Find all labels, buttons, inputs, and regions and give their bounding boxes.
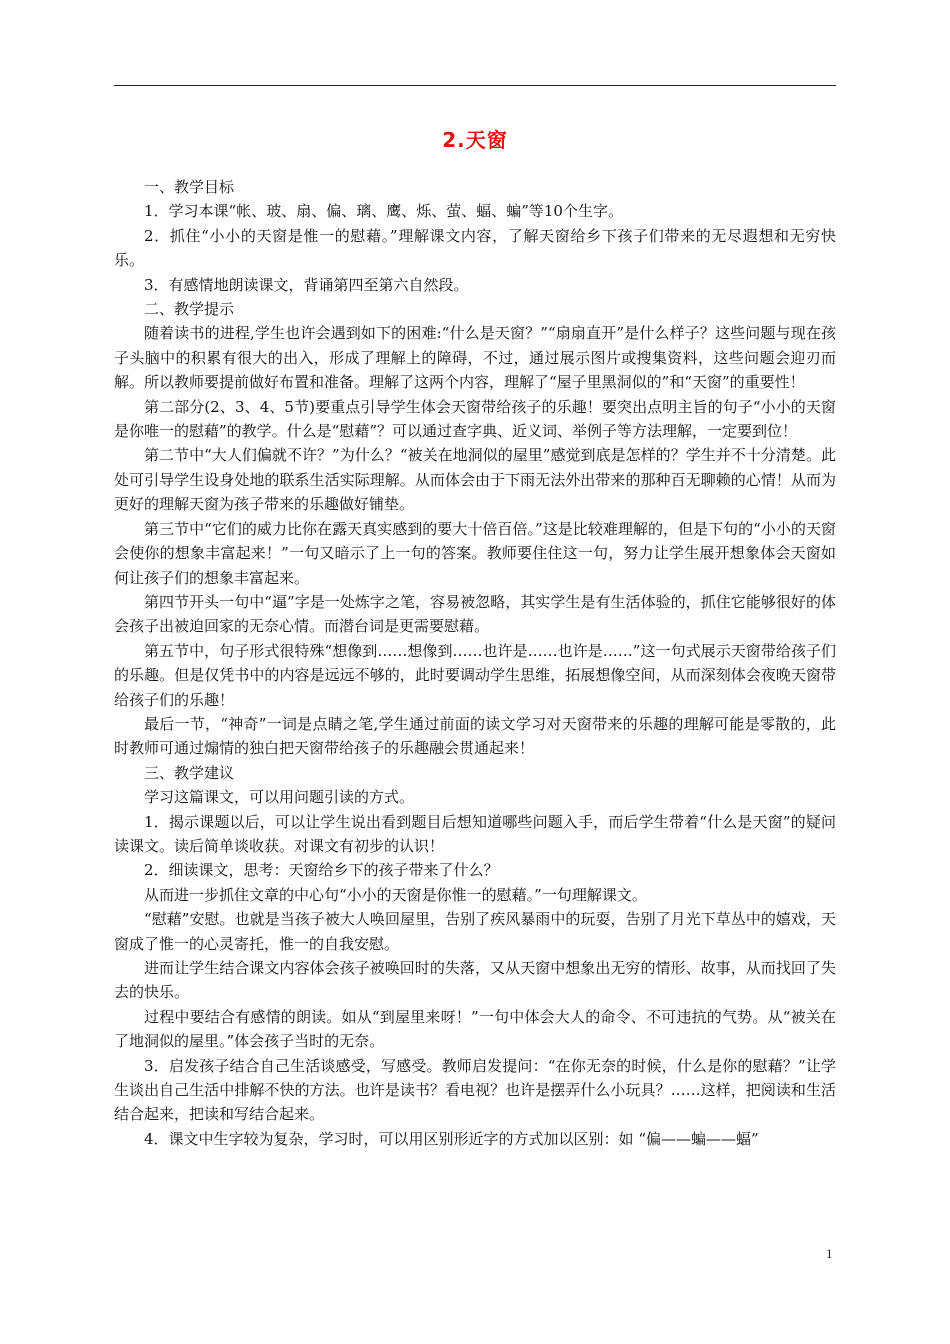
paragraph: 1．学习本课“帐、玻、扇、偏、璃、鹰、烁、萤、蝠、蝙”等10个生字。 bbox=[144, 202, 623, 221]
section-heading: 三、教学建议 bbox=[144, 763, 235, 782]
paragraph: “慰藉”安慰。也就是当孩子被大人唤回屋里，告别了疾风暴雨中的玩耍，告别了月光下草丛中的嬉戏，天窗成了惟一的心灵寄托，惟一的自我安慰。 bbox=[114, 910, 836, 953]
paragraph: 第二部分(2、3、4、5节)要重点引导学生体会天窗带给孩子的乐趣！要突出点明主旨的句子“小小的天窗是你唯一的慰藉”的教学。什么是“慰藉”？可以通过查字典、近义词、举例子等方法理解，一定要到位！ bbox=[114, 397, 836, 441]
page-number: 1 bbox=[826, 1246, 833, 1261]
section-heading: 一、教学目标 bbox=[144, 178, 235, 196]
paragraph: 2．抓住“小小的天窗是惟一的慰藉。”理解课文内容，了解天窗给乡下孩子们带来的无尽遐想和无穷快乐。 bbox=[114, 226, 836, 270]
paragraph: 3．有感情地朗读课文，背诵第四至第六自然段。 bbox=[144, 275, 469, 294]
paragraph: 1．揭示课题以后，可以让学生说出看到题目后想知道哪些问题入手，而后学生带着“什么是天窗”的疑问读课文。读后简单谈收获。对课文有初步的认识！ bbox=[114, 812, 836, 855]
body-text bbox=[114, 175, 836, 1151]
paragraph: 第二节中“大人们偏就不许？”为什么？“被关在地洞似的屋里”感觉到底是怎样的？学生并不十分清楚。此处可引导学生设身处地的联系生活实际理解。从而体会由于下雨无法外出带来的那种百无聊赖的心情！从而为更好的理解天窗为孩子带来的乐趣做好铺垫。 bbox=[114, 446, 836, 514]
section-heading: 二、教学提示 bbox=[144, 300, 235, 319]
paragraph: 最后一节，“神奇”一词是点睛之笔,学生通过前面的读文学习对天窗带来的乐趣的理解可能是零散的，此时教师可通过煽情的独白把天窗带给孩子的乐趣融会贯通起来！ bbox=[114, 714, 836, 758]
paragraph: 3．启发孩子结合自己生活谈感受，写感受。教师启发提问：“在你无奈的时候，什么是你的慰藉？”让学生谈出自己生活中排解不快的方法。也许是读书？看电视？也许是摆弄什么小玩具？……这样，把阅读和生活结合起来，把读和写结合起来。 bbox=[114, 1056, 836, 1124]
header-rule bbox=[114, 85, 836, 86]
page-title: 2.天窗 bbox=[442, 128, 508, 152]
paragraph: 进而让学生结合课文内容体会孩子被唤回时的失落，又从天窗中想象出无穷的情形、故事，从而找回了失去的快乐。 bbox=[114, 959, 836, 1002]
paragraph: 第五节中，句子形式很特殊“想像到……想像到……也许是……也许是……”这一句式展示天窗带给孩子们的乐趣。但是仅凭书中的内容是远远不够的，此时要调动学生思维，拓展想像空间，从而深刻体会夜晚天窗带给孩子们的乐趣！ bbox=[114, 641, 836, 709]
paragraph: 学习这篇课文，可以用问题引读的方式。 bbox=[144, 788, 415, 807]
paragraph: 从而进一步抓住文章的中心句“小小的天窗是你惟一的慰藉。”一句理解课文。 bbox=[144, 885, 647, 904]
paragraph: 过程中要结合有感情的朗读。如从“到屋里来呀！”一句中体会大人的命令、不可违抗的气势。从“被关在了地洞似的屋里。”体会孩子当时的无奈。 bbox=[114, 1007, 836, 1051]
paragraph: 第四节开头一句中“逼”字是一处炼字之笔，容易被忽略，其实学生是有生活体验的，抓住它能够很好的体会孩子出被迫回家的无奈心情。而潜台词是更需要慰藉。 bbox=[114, 592, 836, 636]
paragraph: 2．细读课文，思考：天窗给乡下的孩子带来了什么？ bbox=[144, 861, 499, 880]
paragraph: 第三节中“它们的威力比你在露天真实感到的要大十倍百倍。”这是比较难理解的，但是下句的“小小的天窗会使你的想象丰富起来！”一句又暗示了上一句的答案。教师要住住这一句，努力让学生展开想象体会天窗如何让孩子们的想象丰富起来。 bbox=[114, 519, 836, 587]
paragraph: 随着读书的进程,学生也许会遇到如下的困难:“什么是天窗？”“扇扇直开”是什么样子？这些问题与现在孩子头脑中的积累有很大的出入，形成了理解上的障碍，不过，通过展示图片或搜集资料，这些问题会迎刃而解。所以教师要提前做好布置和准备。理解了这两个内容，理解了“屋子里黑洞似的”和“天窗”的重要性！ bbox=[114, 324, 836, 392]
paragraph: 4．课文中生字较为复杂，学习时，可以用区别形近字的方式加以区别：如 “偏——蝙——蝠” bbox=[144, 1129, 759, 1148]
